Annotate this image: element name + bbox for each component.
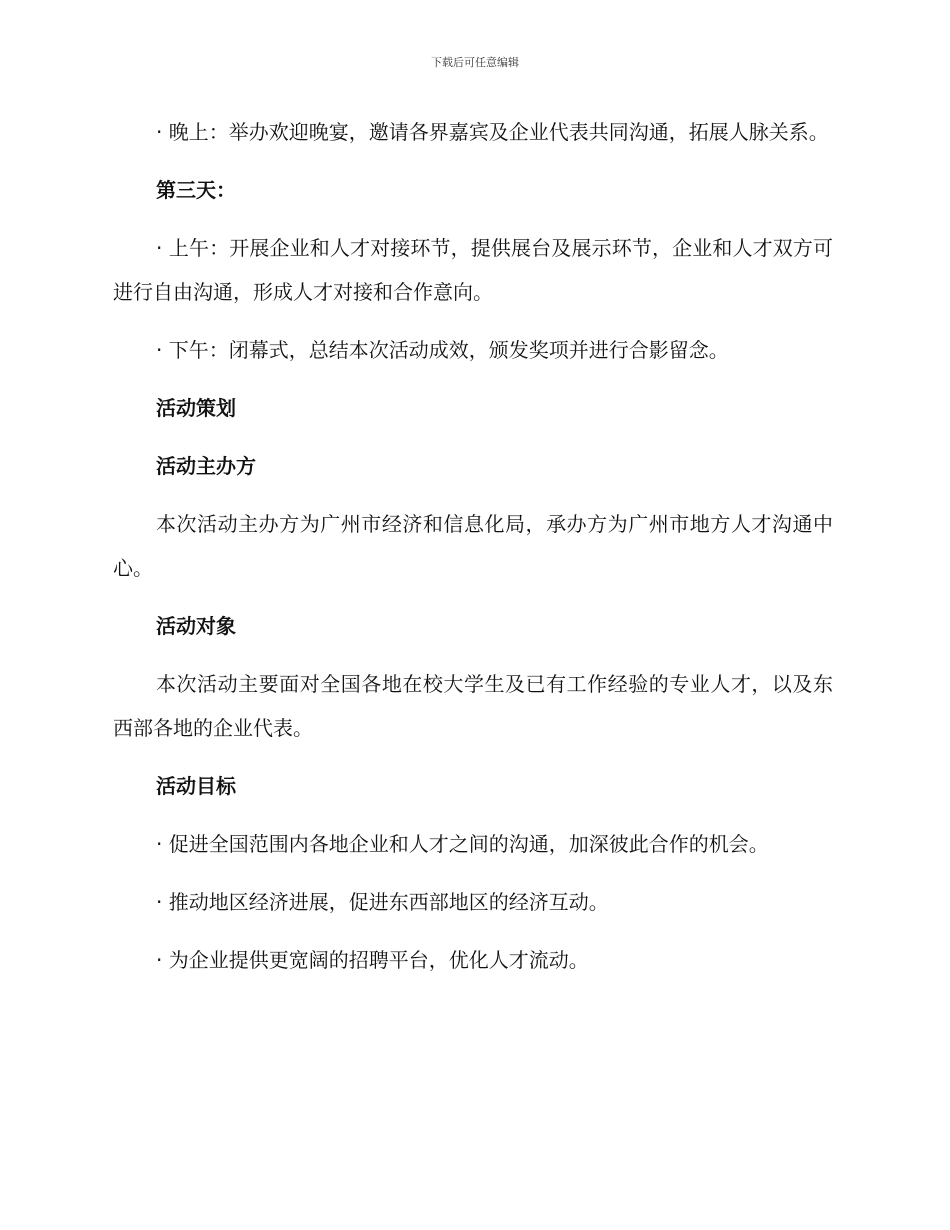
paragraph-afternoon-closing: · 下午：闭幕式，总结本次活动成效，颁发奖项并进行合影留念。 (156, 338, 729, 362)
paragraph-goal-2: · 推动地区经济进展，促进东西部地区的经济互动。 (156, 890, 609, 914)
heading-organizer: 活动主办方 (156, 454, 256, 478)
heading-target-audience: 活动对象 (156, 614, 236, 638)
page-header-note: 下载后可任意编辑 (431, 56, 519, 69)
paragraph-organizer: 本次活动主办方为广州市经济和信息化局，承办方为广州市地方人才沟通中心。 (113, 512, 833, 580)
heading-event-planning: 活动策划 (156, 396, 236, 420)
paragraph-goal-1: · 促进全国范围内各地企业和人才之间的沟通，加深彼此合作的机会。 (156, 832, 769, 856)
paragraph-goal-3: · 为企业提供更宽阔的招聘平台，优化人才流动。 (156, 948, 589, 972)
document-body (113, 110, 833, 996)
heading-event-goals: 活动目标 (156, 774, 236, 798)
heading-day-three: 第三天： (156, 178, 236, 202)
paragraph-evening-banquet: · 晚上：举办欢迎晚宴，邀请各界嘉宾及企业代表共同沟通，拓展人脉关系。 (156, 120, 829, 144)
paragraph-morning-matching: · 上午：开展企业和人才对接环节，提供展台及展示环节，企业和人才双方可进行自由沟通，形成人才对接和合作意向。 (113, 236, 833, 304)
paragraph-target-audience: 本次活动主要面对全国各地在校大学生及已有工作经验的专业人才，以及东西部各地的企业代表。 (113, 672, 833, 740)
